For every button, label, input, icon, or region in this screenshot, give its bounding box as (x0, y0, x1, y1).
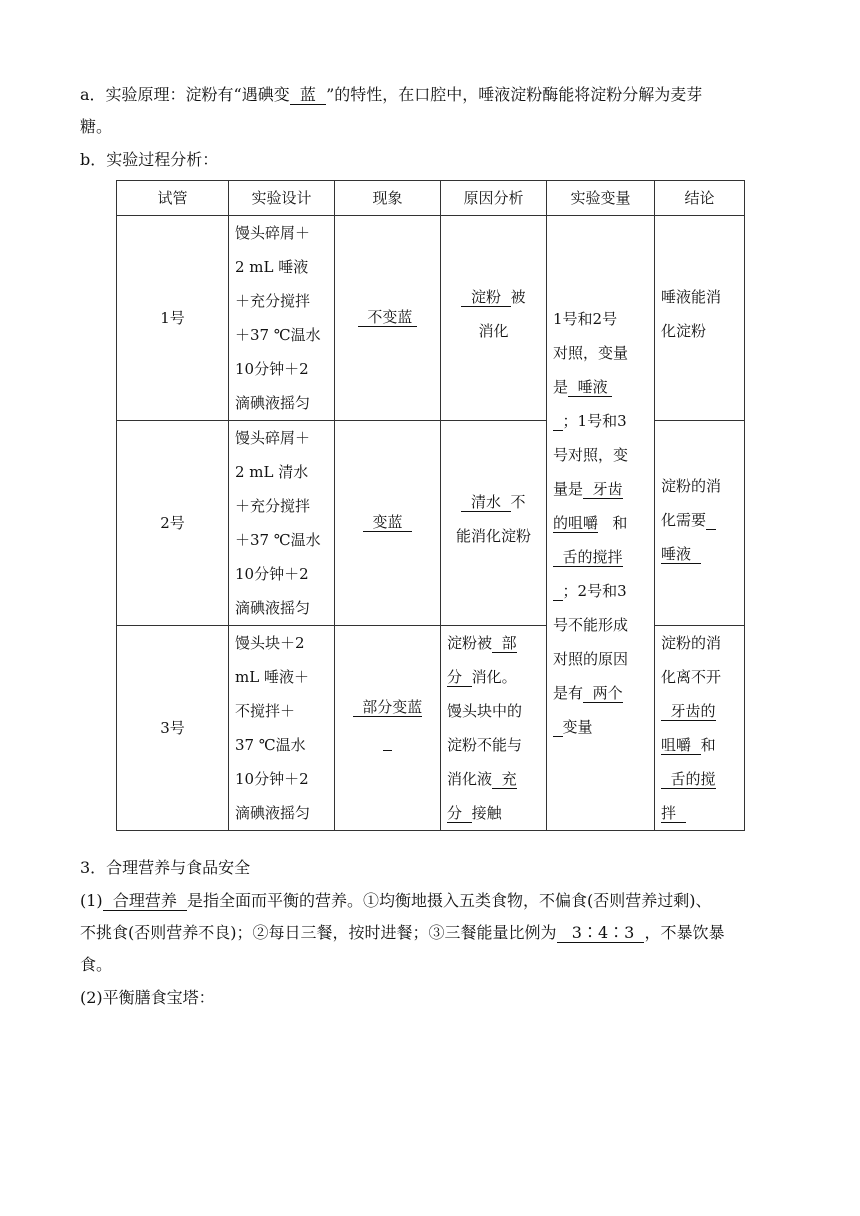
phenomenon-cell: 变蓝 (335, 421, 441, 626)
phenomenon-cell: 不变蓝 (335, 216, 441, 421)
table-header-row (117, 181, 745, 216)
tube-cell: 1号 (117, 216, 229, 421)
process-title: b．实验过程分析： (80, 150, 219, 169)
header-design: 实验设计 (229, 181, 335, 216)
tube-cell: 2号 (117, 421, 229, 626)
header-phenomenon: 现象 (335, 181, 441, 216)
section-3-p1-line2: 不挑食(否则营养不良)；②每日三餐，按时进餐；③三餐能量比例为 3∶4∶3 ，不暴饮暴 (80, 923, 725, 942)
section-3-p1-line3: 食。 (80, 955, 113, 974)
conclusion-cell: 淀粉的消 化离不开 牙齿的 咀嚼 和 舌的搅 拌 (655, 626, 745, 831)
experiment-table (116, 180, 745, 831)
reason-cell: 淀粉 被 消化 (441, 216, 547, 421)
header-conclusion: 结论 (655, 181, 745, 216)
section-3-p1-line1: (1) 合理营养 是指全面而平衡的营养。①均衡地摄入五类食物，不偏食(否则营养过剩)、 (80, 891, 712, 910)
phenomenon-cell: 部分变蓝 (335, 626, 441, 831)
header-tube: 试管 (117, 181, 229, 216)
design-cell: 馒头碎屑＋ 2 mL 唾液 ＋充分搅拌 ＋37 ℃温水 10分钟＋2 滴碘液摇匀 (229, 216, 335, 421)
design-cell: 馒头碎屑＋ 2 mL 清水 ＋充分搅拌 ＋37 ℃温水 10分钟＋2 滴碘液摇匀 (229, 421, 335, 626)
principle-line: a．实验原理：淀粉有“遇碘变 蓝 ”的特性，在口腔中，唾液淀粉酶能将淀粉分解为麦芽 (80, 85, 703, 104)
table-row (117, 216, 745, 421)
tube-cell: 3号 (117, 626, 229, 831)
variable-cell: 1号和2号 对照，变量 是 唾液 ；1号和3 号对照，变 量是 牙齿 的咀嚼 和 舌的搅拌 ；2号和3 号不能形成 对照的原因 是有 两个 变量 (547, 216, 655, 831)
section-3-title: 3．合理营养与食品安全 (80, 858, 251, 877)
principle-line-2: 糖。 (80, 117, 113, 136)
design-cell: 馒头块＋2 mL 唾液＋ 不搅拌＋ 37 ℃温水 10分钟＋2 滴碘液摇匀 (229, 626, 335, 831)
header-reason: 原因分析 (441, 181, 547, 216)
conclusion-cell: 唾液能消 化淀粉 (655, 216, 745, 421)
conclusion-cell: 淀粉的消 化需要 唾液 (655, 421, 745, 626)
reason-cell: 清水 不 能消化淀粉 (441, 421, 547, 626)
section-3-p2: (2)平衡膳食宝塔： (80, 988, 215, 1007)
principle-blank: 蓝 (290, 85, 326, 105)
header-variable: 实验变量 (547, 181, 655, 216)
reason-cell: 淀粉被 部 分 消化。 馒头块中的 淀粉不能与 消化液 充 分 接触 (441, 626, 547, 831)
